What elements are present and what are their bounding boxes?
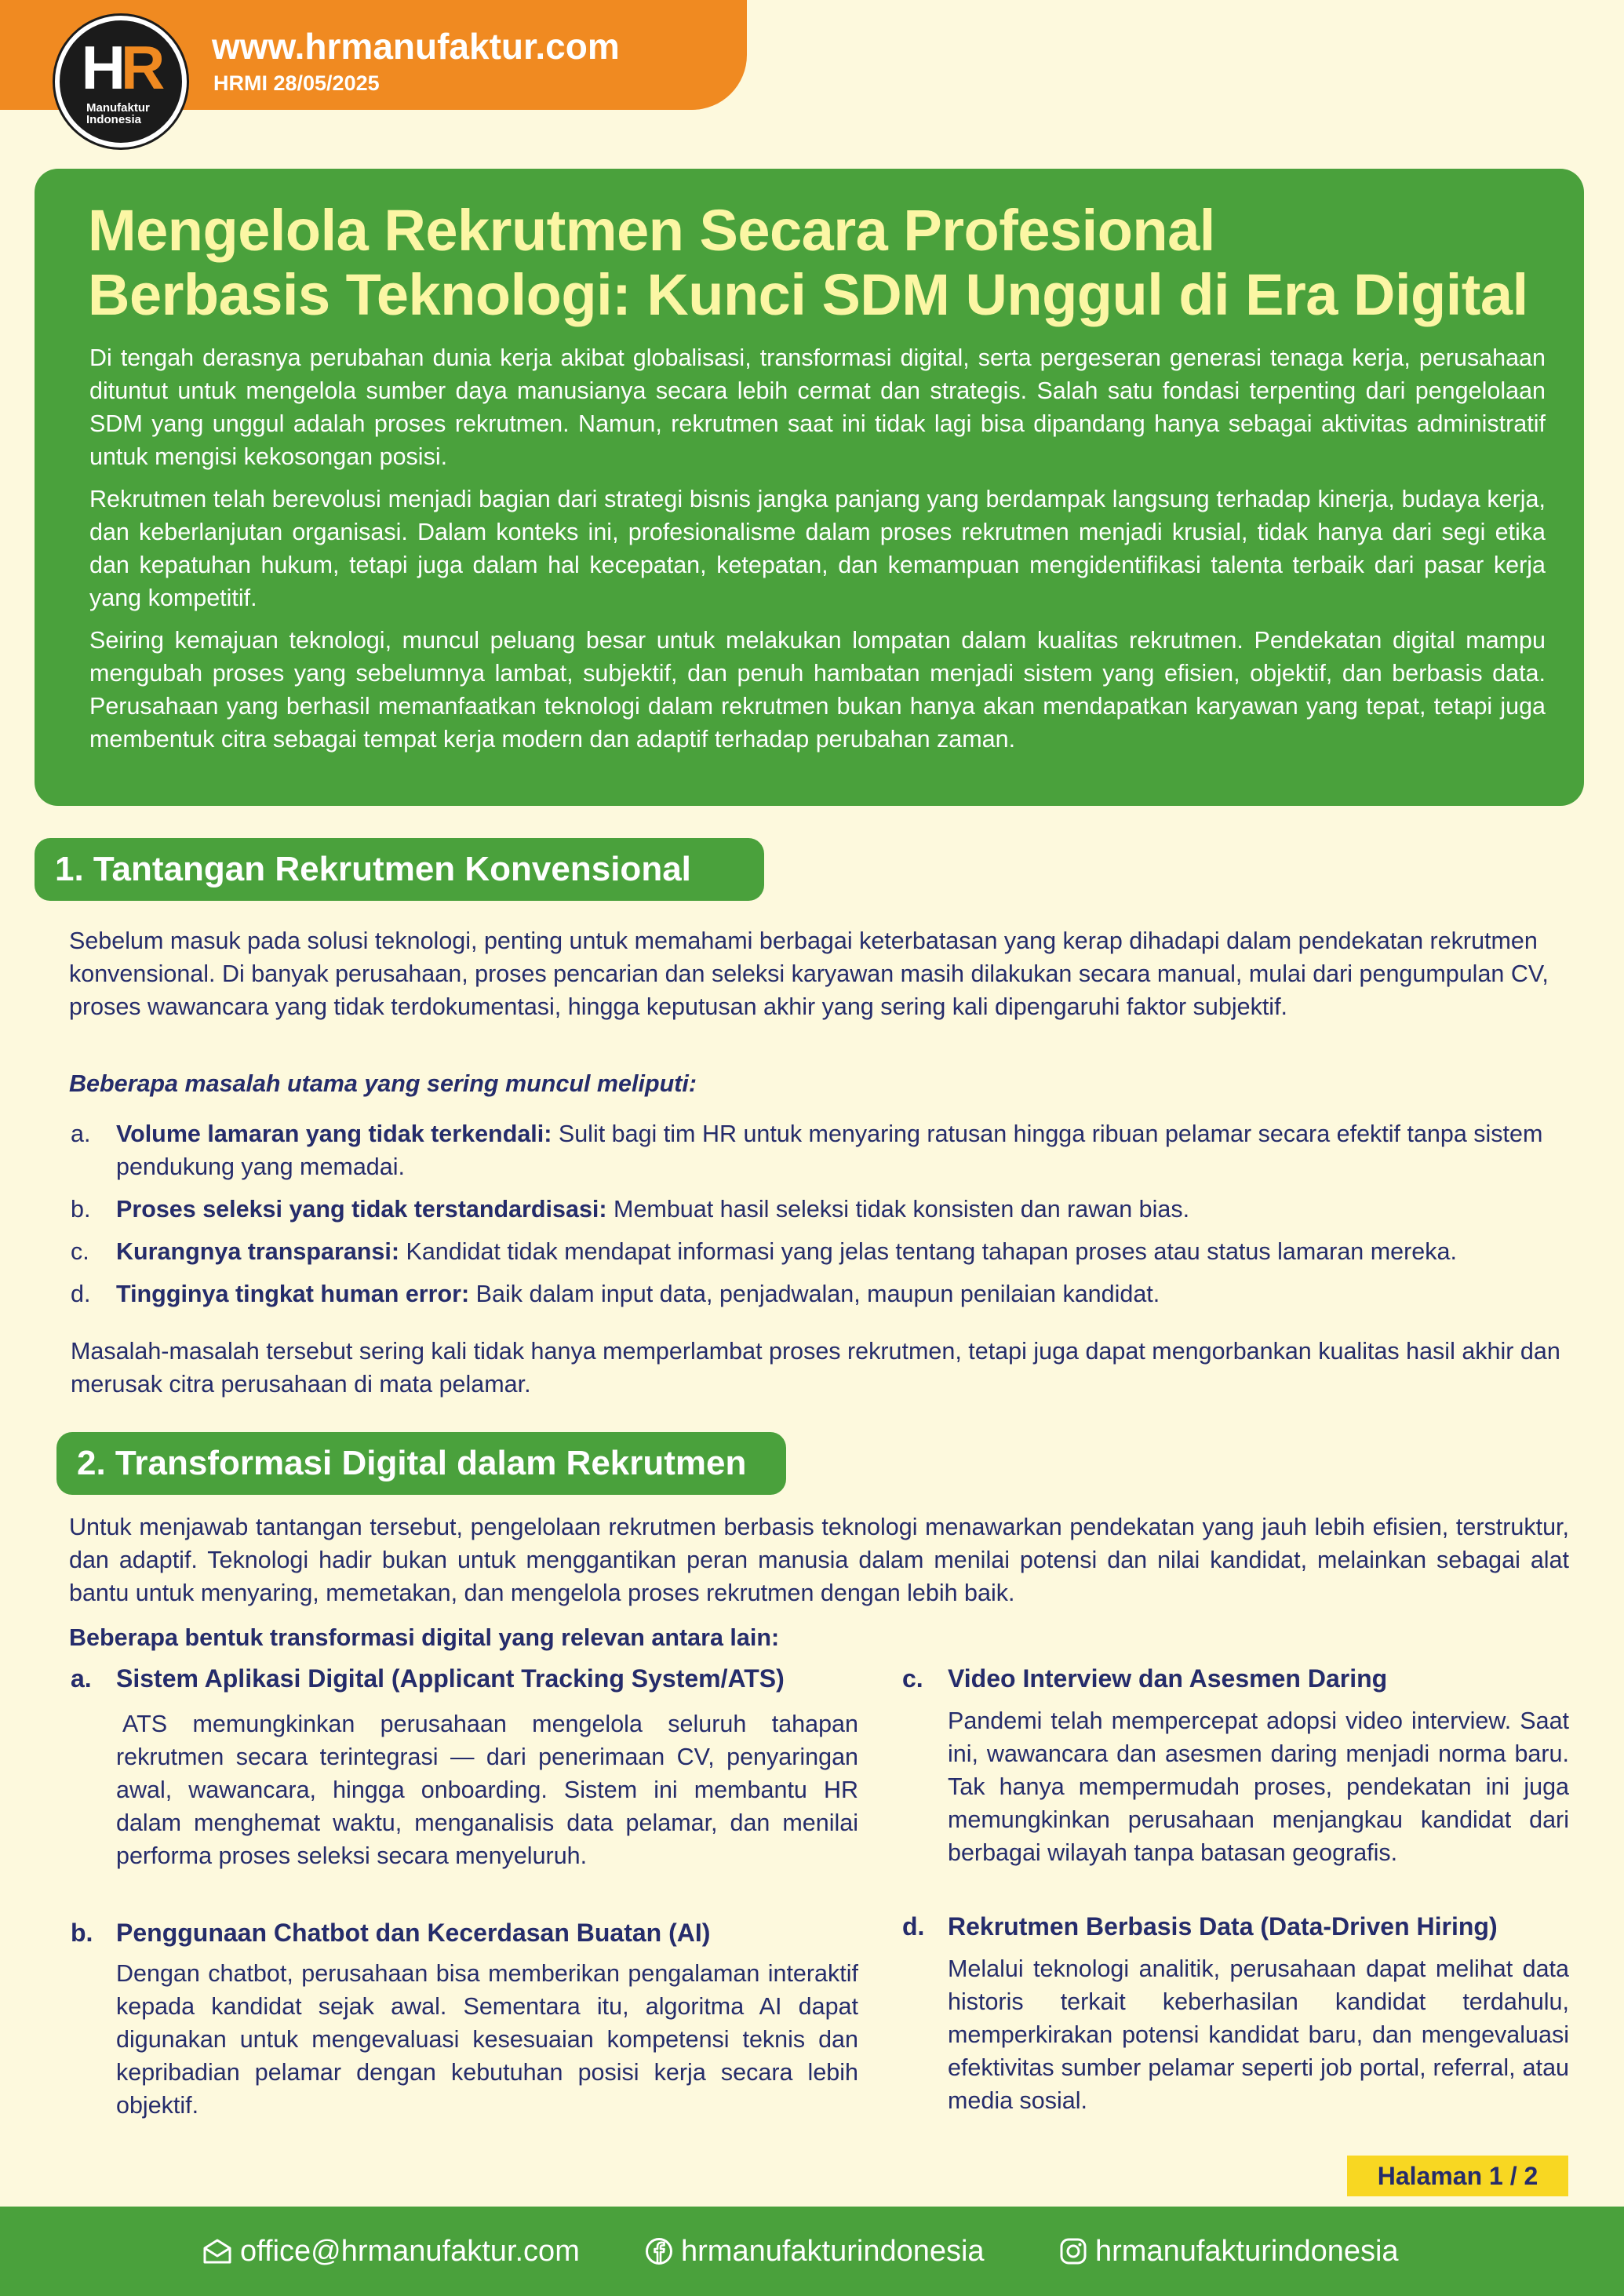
item-c-title: c. Video Interview dan Asesmen Daring	[902, 1664, 1388, 1693]
company-logo	[55, 16, 187, 148]
list-item: b. Proses seleksi yang tidak terstandardisasi: Membuat hasil seleksi tidak konsisten dan rawan bias.	[71, 1196, 1190, 1223]
section1-heading: 1. Tantangan Rekrutmen Konvensional	[35, 838, 764, 901]
item-a-title: a. Sistem Aplikasi Digital (Applicant Tracking System/ATS)	[71, 1664, 785, 1693]
section2-intro: Untuk menjawab tantangan tersebut, pengelolaan rekrutmen berbasis teknologi menawarkan pendekatan yang jauh lebih efisien, terstruktur, dan adaptif. Teknologi hadir bukan untuk menggantikan peran manusia dalam menilai potensi dan nilai kandidat, melainkan sebagai alat bantu untuk menyaring, memetakan, dan mengelola proses rekrutmen dengan lebih baik.	[69, 1514, 1569, 1606]
page-number-badge: Halaman 1 / 2	[1347, 2156, 1568, 2196]
logo-line1: Manufaktur	[86, 101, 150, 115]
intro-paragraph: Di tengah derasnya perubahan dunia kerja akibat globalisasi, transformasi digital, serta pergeseran generasi tenaga kerja, perusahaan dituntut untuk mengelola sumber daya manusianya secara lebih cermat dan strategis. Salah satu fondasi terpenting dari pengelolaan SDM yang unggul adalah proses rekrutmen. Namun, rekrutmen saat ini tidak lagi bisa dipandang hanya sebagai aktivitas administratif untuk mengisi kekosongan posisi.	[89, 344, 1546, 470]
footer-email[interactable]	[202, 2207, 580, 2296]
section1-closing: Masalah-masalah tersebut sering kali tidak hanya memperlambat proses rekrutmen, tetapi juga dapat mengorbankan kualitas hasil akhir dan merusak citra perusahaan di mata pelamar.	[71, 1338, 1560, 1398]
intro-paragraph: Seiring kemajuan teknologi, muncul peluang besar untuk melakukan lompatan dalam kualitas rekrutmen. Pendekatan digital mampu mengubah proses yang sebelumnya lambat, subjektif, dan penuh hambatan menjadi sistem yang efisien, objektif, dan berbasis data. Perusahaan yang berhasil memanfaatkan teknologi dalam rekrutmen bukan hanya akan mendapatkan karyawan yang tepat, tetapi juga membentuk citra sebagai tempat kerja modern dan adaptif terhadap perubahan zaman.	[89, 627, 1546, 753]
section1-intro: Sebelum masuk pada solusi teknologi, penting untuk memahami berbagai keterbatasan yang kerap dihadapi dalam pendekatan rekrutmen konvensional. Di banyak perusahaan, proses pencarian dan seleksi karyawan masih dilakukan secara manual, mulai dari pengumpulan CV, proses wawancara yang tidak terdokumentasi, hingga keputusan akhir yang sering kali dipengaruhi faktor subjektif.	[69, 928, 1549, 1020]
list-item: d. Tingginya tingkat human error: Baik dalam input data, penjadwalan, maupun penilaian kandidat.	[71, 1281, 1160, 1307]
footer	[0, 2207, 1624, 2296]
footer-instagram[interactable]	[1059, 2207, 1399, 2296]
title-line2: Berbasis Teknologi: Kunci SDM Unggul di Era Digital	[88, 262, 1528, 327]
intro-paragraph: Rekrutmen telah berevolusi menjadi bagian dari strategi bisnis jangka panjang yang berdampak langsung terhadap kinerja, budaya kerja, dan keberlanjutan organisasi. Dalam konteks ini, profesionalisme dalam proses rekrutmen menjadi krusial, tidak hanya dari segi etika dan kepatuhan hukum, tetapi juga dalam hal kecepatan, ketepatan, dan kemampuan mengidentifikasi talenta terbaik dari pasar kerja yang kompetitif.	[89, 486, 1546, 611]
logo-subtext	[86, 102, 150, 126]
item-b-title: b. Penggunaan Chatbot dan Kecerdasan Buatan (AI)	[71, 1919, 711, 1947]
item-b-body: Dengan chatbot, perusahaan bisa memberikan pengalaman interaktif kepada kandidat sejak awal. Sementara itu, algoritma AI dapat digunakan untuk mengevaluasi kesesuaian kompetensi teknis dan kepribadian pelamar dengan kebutuhan posisi kerja secara lebih objektif.	[116, 1960, 858, 2119]
footer-facebook[interactable]	[645, 2207, 985, 2296]
item-c-body: Pandemi telah mempercepat adopsi video interview. Saat ini, wawancara dan asesmen daring menjadi norma baru. Tak hanya mempermudah proses, pendekatan ini juga memungkinkan perusahaan menjangkau kandidat dari berbagai wilayah tanpa batasan geografis.	[948, 1707, 1569, 1866]
list-item: c. Kurangnya transparansi: Kandidat tidak mendapat informasi yang jelas tentang tahapan proses atau status lamaran mereka.	[71, 1238, 1457, 1265]
title-line1: Mengelola Rekrutmen Secara Profesional	[88, 198, 1215, 263]
logo-mark: HR	[81, 33, 161, 102]
instagram-icon	[1059, 2237, 1087, 2265]
item-a-body: ATS memungkinkan perusahaan mengelola seluruh tahapan rekrutmen secara terintegrasi — dari penerimaan CV, penyaringan awal, wawancara, hingga onboarding. Sistem ini membantu HR dalam menghemat waktu, menganalisis data pelamar, dan menilai performa proses seleksi secara menyeluruh.	[116, 1711, 858, 1869]
section2-lead: Beberapa bentuk transformasi digital yang relevan antara lain:	[69, 1624, 780, 1651]
website-link[interactable]: www.hrmanufaktur.com	[212, 26, 620, 67]
footer-instagram-text: hrmanufakturindonesia	[1095, 2234, 1399, 2268]
page-title	[88, 199, 1564, 327]
list-item: a. Volume lamaran yang tidak terkendali: Sulit bagi tim HR untuk menyaring ratusan hingga ribuan pelamar secara efektif tanpa sistem pendukung yang memadai.	[71, 1121, 1543, 1180]
footer-email-text: office@hrmanufaktur.com	[240, 2234, 580, 2268]
section2-heading: 2. Transformasi Digital dalam Rekrutmen	[56, 1432, 786, 1495]
logo-line2: Indonesia	[86, 113, 142, 126]
section1-lead: Beberapa masalah utama yang sering muncul meliputi:	[69, 1070, 697, 1097]
document-code: HRMI 28/05/2025	[213, 71, 380, 95]
footer-facebook-text: hrmanufakturindonesia	[681, 2234, 985, 2268]
problem-list	[71, 1117, 1585, 1320]
mail-icon	[202, 2238, 232, 2265]
facebook-icon	[645, 2237, 673, 2265]
item-d-title: d. Rekrutmen Berbasis Data (Data-Driven Hiring)	[902, 1912, 1498, 1941]
intro-box	[35, 169, 1584, 806]
item-d-body: Melalui teknologi analitik, perusahaan dapat melihat data historis terkait keberhasilan kandidat terdahulu, memperkirakan potensi kandidat baru, dan mengevaluasi efektivitas sumber pelamar seperti job portal, referral, atau media sosial.	[948, 1955, 1569, 2114]
